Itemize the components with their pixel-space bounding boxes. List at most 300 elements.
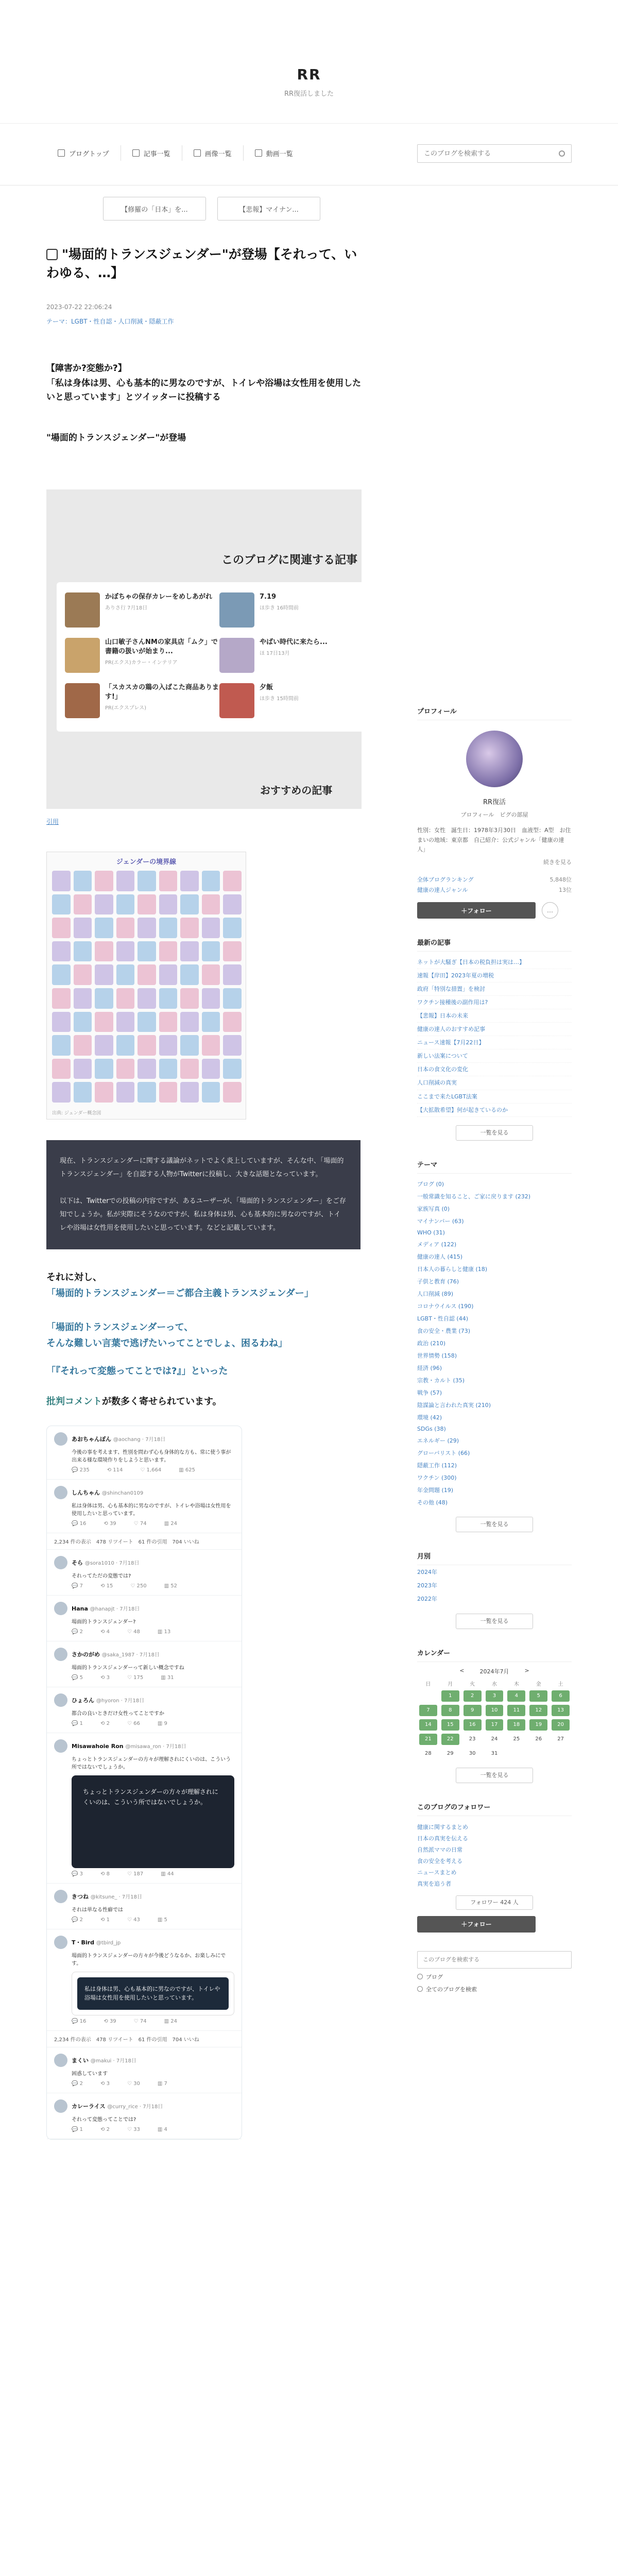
lead-line: それに対し、 (46, 1272, 102, 1283)
archive-section (417, 1551, 572, 1629)
sidebar (417, 706, 572, 1993)
avatar[interactable] (54, 1739, 67, 1753)
infographic-figure (138, 894, 156, 915)
calendar-day[interactable]: 13 (552, 1705, 570, 1716)
nav-images[interactable] (182, 145, 244, 161)
views-icon[interactable]: ▥ 31 (161, 1674, 174, 1681)
theme-link[interactable]: 隠蔽工作 (112) (417, 1462, 457, 1469)
radio-icon (417, 1986, 423, 1992)
recent-article-link[interactable]: 【大拡散希望】何が起きているのか (417, 1104, 572, 1117)
tweet-author[interactable]: Hana @hanapjt · 7月18日 (72, 1605, 140, 1613)
weekday-label: 水 (491, 1681, 497, 1687)
reply-icon[interactable]: 💬 16 (72, 1520, 87, 1527)
follower-link[interactable]: 自然派ママの日常 (417, 1846, 462, 1853)
calendar-day[interactable]: 1 (441, 1690, 459, 1702)
infographic-figure (180, 1012, 199, 1032)
tweet-author[interactable]: あおちゃんぽん @aochang · 7月18日 (72, 1435, 166, 1443)
calendar-day[interactable]: 6 (552, 1690, 570, 1702)
tweet-handle: @kitsune_ · 7月18日 (90, 1894, 142, 1900)
theme-link[interactable]: 政治 (210) (417, 1340, 446, 1347)
article-body (46, 362, 362, 405)
follower-link[interactable]: 食の安全を考える (417, 1857, 462, 1865)
tweet-actions (54, 1675, 234, 1681)
chevron-left-icon[interactable]: < (459, 1667, 465, 1674)
calendar-day: 30 (469, 1750, 476, 1756)
theme-link[interactable]: SDGs (38) (417, 1425, 446, 1432)
theme-link[interactable]: 食の安全・農業 (73) (417, 1327, 471, 1334)
archive-item[interactable]: 2023年 (417, 1582, 437, 1589)
avatar[interactable] (54, 2099, 67, 2113)
infographic-figure (180, 918, 199, 938)
tweet-handle: @makui · 7月18日 (90, 2058, 136, 2064)
reply-icon[interactable]: 💬 2 (72, 1629, 83, 1635)
infographic-figure (116, 1082, 135, 1103)
archive-item[interactable]: 2022年 (417, 1595, 437, 1602)
theme-link[interactable]: 子供と教育 (76) (417, 1278, 459, 1285)
calendar-day[interactable]: 8 (441, 1705, 459, 1716)
infographic-figure (202, 1035, 220, 1056)
avatar[interactable] (54, 1602, 67, 1615)
infographic-figure (138, 988, 156, 1009)
views-icon[interactable]: ▥ 625 (179, 1467, 195, 1473)
reply-icon[interactable]: 💬 7 (72, 1583, 83, 1589)
calendar-day: 29 (447, 1750, 454, 1756)
rank-link[interactable]: 健康の達人ジャンル (417, 887, 468, 894)
infographic-figure (159, 941, 178, 962)
calendar-nav (417, 1667, 572, 1675)
views-icon[interactable]: ▥ 44 (161, 1871, 174, 1877)
views-icon[interactable]: ▥ 24 (164, 2018, 177, 2024)
archive-heading: 月別 (417, 1551, 572, 1565)
infographic-figure (223, 1012, 242, 1032)
theme-link[interactable]: その他 (48) (417, 1499, 448, 1506)
related-item-title: 夕飯 (260, 684, 273, 692)
recent-article-link[interactable]: ニュース速報【7月22日】 (417, 1036, 572, 1049)
infographic-figure (223, 871, 242, 891)
recent-list (417, 956, 572, 1117)
tweet-author[interactable]: Misawahoie Ron @misawa_ron · 7月18日 (72, 1743, 186, 1750)
related-item[interactable] (219, 683, 358, 718)
calendar-day[interactable]: 7 (419, 1705, 437, 1716)
calendar-day: 23 (469, 1736, 476, 1742)
tweet-handle: @curry_rice · 7月18日 (107, 2104, 163, 2110)
blog-title[interactable]: RR (297, 66, 321, 83)
retweet-icon[interactable]: ⟲ 3 (100, 2080, 110, 2087)
followers-section (417, 1802, 572, 1933)
infographic-figure (159, 964, 178, 985)
like-icon[interactable]: ♡ 48 (127, 1629, 140, 1635)
related-item-title: かぼちゃの保存カレーをめしあがれ (105, 593, 213, 601)
nav-items (46, 145, 304, 161)
tweet[interactable] (47, 1550, 242, 1596)
theme-link[interactable]: 環境 (42) (417, 1414, 442, 1421)
calendar-day[interactable]: 19 (529, 1719, 547, 1731)
avatar[interactable] (54, 1432, 67, 1446)
infographic-figure (159, 988, 178, 1009)
prev-article-button[interactable]: 【修羅の「日本」を... (103, 197, 206, 221)
calendar-day[interactable]: 9 (464, 1705, 482, 1716)
retweet-icon[interactable]: ⟲ 39 (104, 2018, 116, 2024)
weekday-label: 月 (448, 1681, 453, 1687)
infographic-figure (223, 988, 242, 1009)
recent-article-link[interactable]: ワクチン接種後の副作用は? (417, 996, 572, 1009)
retweet-icon[interactable]: ⟲ 1 (100, 1917, 110, 1923)
calendar-day[interactable]: 4 (507, 1690, 525, 1702)
related-item[interactable] (65, 592, 219, 628)
avatar[interactable] (54, 1486, 67, 1499)
infographic-figure (223, 964, 242, 985)
article-category[interactable]: テーマ：LGBT・性自認・人口削減・隠蔽工作 (46, 317, 174, 325)
infographic-figure (52, 1012, 71, 1032)
themes-list (417, 1178, 572, 1509)
tweet[interactable] (47, 1733, 242, 1884)
tweet-author[interactable]: まくい @makui · 7月18日 (72, 2057, 136, 2064)
reply-icon[interactable]: 💬 5 (72, 1674, 83, 1681)
tweet[interactable] (47, 2093, 242, 2139)
nav-label: 画像一覧 (204, 150, 232, 158)
tweet-text: 場面的トランスジェンダーって新しい概念ですね (72, 1665, 184, 1671)
infographic-figure (138, 871, 156, 891)
nav-videos[interactable] (244, 145, 304, 161)
retweet-icon[interactable]: ⟲ 114 (107, 1467, 123, 1473)
infographic-figure (95, 1035, 113, 1056)
like-icon[interactable]: ♡ 1,664 (140, 1467, 162, 1473)
profile-links[interactable]: プロフィール ピグの部屋 (460, 811, 528, 818)
quoted-tweet[interactable] (72, 1972, 234, 2015)
infographic-figure (95, 871, 113, 891)
retweet-icon[interactable]: ⟲ 2 (100, 1720, 110, 1726)
related-card (57, 582, 362, 732)
avatar[interactable] (54, 1890, 67, 1903)
weekday-label: 火 (470, 1681, 475, 1687)
follower-link[interactable]: ニュースまとめ (417, 1869, 457, 1876)
chevron-right-icon[interactable]: > (524, 1667, 529, 1674)
tweet-actions (54, 1583, 234, 1589)
theme-link[interactable]: マイナンバー (63) (417, 1217, 464, 1225)
reply-icon[interactable]: 💬 1 (72, 1720, 83, 1726)
infographic-figure (74, 1082, 92, 1103)
like-icon[interactable]: ♡ 43 (127, 1917, 140, 1923)
theme-link[interactable]: エネルギー (29) (417, 1437, 459, 1444)
tweet[interactable] (47, 1929, 242, 2031)
infographic-figure (74, 964, 92, 985)
theme-link[interactable]: ワクチン (300) (417, 1474, 457, 1481)
infographic-figure (138, 1035, 156, 1056)
theme-link[interactable]: 宗教・カルト (35) (417, 1377, 465, 1384)
tweet-author[interactable]: カレーライス @curry_rice · 7月18日 (72, 2103, 163, 2110)
infographic-figure (52, 1035, 71, 1056)
reply-icon[interactable]: 💬 16 (72, 2018, 87, 2024)
related-item-meta: ほ歩き 16時間前 (260, 605, 299, 612)
infographic-figure (180, 1059, 199, 1079)
infographic-figure (95, 918, 113, 938)
infographic-figure (74, 871, 92, 891)
views-icon[interactable]: ▥ 9 (157, 1720, 167, 1726)
calendar-day[interactable]: 12 (529, 1705, 547, 1716)
recent-article-link[interactable]: 【悲報】日本の未来 (417, 1009, 572, 1023)
follower-count[interactable]: フォロワー 424 人 (456, 1895, 533, 1910)
more-icon[interactable]: … (542, 902, 558, 919)
like-icon[interactable]: ♡ 74 (133, 1520, 147, 1527)
infographic-figure (95, 941, 113, 962)
weekday-label: 土 (558, 1681, 563, 1687)
like-icon[interactable]: ♡ 74 (133, 2018, 147, 2024)
follower-link[interactable]: 健康に関するまとめ (417, 1823, 468, 1831)
like-icon[interactable]: ♡ 187 (127, 1871, 144, 1877)
themes-more-button[interactable]: 一覧を見る (456, 1517, 533, 1532)
rank-row (417, 875, 572, 884)
avatar[interactable] (54, 2054, 67, 2067)
calendar-day (417, 1690, 439, 1702)
avatar[interactable] (466, 731, 523, 787)
like-icon[interactable]: ♡ 66 (127, 1720, 140, 1726)
infographic-figure (138, 964, 156, 985)
avatar[interactable] (54, 1936, 67, 1949)
related-item-title: 山口敏子さんNMの家具店「ムク」で書籍の扱いが始まり... (105, 638, 218, 656)
profile-name[interactable]: RR復活 (483, 799, 506, 806)
calendar-month: 2024年7月 (479, 1668, 509, 1675)
tweet-author[interactable]: そら @sora1010 · 7月18日 (72, 1559, 140, 1566)
retweet-icon[interactable]: ⟲ 15 (100, 1583, 113, 1589)
lead-highlight: 批判コメント (46, 1396, 102, 1408)
reply-icon[interactable]: 💬 235 (72, 1467, 90, 1473)
retweet-icon[interactable]: ⟲ 4 (100, 1629, 110, 1635)
search-option-blog[interactable] (417, 1973, 572, 1981)
recent-article-link[interactable]: ここまで来たLGBT法案 (417, 1090, 572, 1104)
gender-infographic (46, 852, 246, 1120)
infographic-figure (74, 918, 92, 938)
tweet[interactable] (47, 1687, 242, 1733)
follow-button[interactable]: ＋フォロー (417, 902, 536, 919)
infographic-figure (202, 1082, 220, 1103)
related-thumb (219, 638, 254, 673)
tweet-text: 場面的トランスジェンダー? (72, 1619, 136, 1625)
tweet-text: ちょっとトランスジェンダーの方々が理解されにくいのは、こういう所ではないでしょうか。 (72, 1756, 231, 1770)
calendar-day: 27 (557, 1736, 564, 1742)
reply-icon[interactable]: 💬 3 (72, 1871, 83, 1877)
recent-article-link[interactable]: 政府「特別な措置」を検討 (417, 982, 572, 996)
radio-icon (417, 1974, 423, 1979)
views-icon[interactable]: ▥ 52 (164, 1583, 177, 1589)
blog-header (0, 0, 618, 124)
infographic-figure (202, 964, 220, 985)
sidebar-search-input[interactable] (423, 1956, 557, 1963)
infographic-figure (52, 894, 71, 915)
related-item[interactable] (65, 683, 219, 718)
related-item-title: 7.19 (260, 593, 277, 601)
recent-article-link[interactable]: 速報【岸田】2023年夏の増税 (417, 969, 572, 982)
main-column (46, 185, 362, 2140)
search-input[interactable] (424, 150, 547, 158)
theme-link[interactable]: グローバリスト (66) (417, 1449, 470, 1456)
avatar[interactable] (54, 1693, 67, 1707)
article-title-text: "場面的トランスジェンダー"が登場【それって、いわゆる、…】 (46, 247, 357, 281)
tweet-handle: @sora1010 · 7月18日 (84, 1560, 140, 1566)
tweet-text: 場面的トランスジェンダーの方々が今後どうなるか、お楽しみにです。 (72, 1953, 226, 1967)
archive-item[interactable]: 2024年 (417, 1568, 437, 1575)
recent-article-link[interactable]: 新しい法案について (417, 1049, 572, 1063)
related-title: このブログに関連する記事 (221, 554, 358, 567)
calendar-day[interactable]: 21 (419, 1734, 437, 1745)
calendar-day[interactable]: 22 (441, 1734, 459, 1745)
views-icon[interactable]: ▥ 24 (164, 1520, 177, 1527)
views-icon[interactable]: ▥ 7 (157, 2080, 167, 2087)
tweet[interactable] (47, 2047, 242, 2093)
infographic-figure (138, 918, 156, 938)
calendar-day[interactable]: 15 (441, 1719, 459, 1731)
followers-list (417, 1821, 572, 1889)
article-header (46, 245, 362, 326)
calendar-more-button[interactable]: 一覧を見る (456, 1768, 533, 1783)
theme-link[interactable]: 陰謀論と言われた真実 (210) (417, 1401, 491, 1409)
search-option-all[interactable] (417, 1985, 572, 1993)
recent-article-link[interactable]: 日本の食文化の変化 (417, 1063, 572, 1076)
infographic-figure (52, 1082, 71, 1103)
archive-more-button[interactable]: 一覧を見る (456, 1614, 533, 1629)
nav-label: 動画一覧 (266, 150, 293, 158)
tweet-handle: @aochang · 7月18日 (113, 1436, 166, 1443)
calendar-day[interactable]: 17 (486, 1719, 504, 1731)
theme-link[interactable]: 経済 (96) (417, 1364, 442, 1371)
themes-heading: テーマ (417, 1159, 572, 1174)
rank-link[interactable]: 全体ブログランキング (417, 876, 474, 884)
theme-link[interactable]: WHO (31) (417, 1229, 445, 1236)
calendar-day[interactable]: 10 (486, 1705, 504, 1716)
theme-link[interactable]: コロナウイルス (190) (417, 1302, 474, 1310)
theme-link[interactable]: 年金問題 (19) (417, 1486, 454, 1494)
calendar-day[interactable]: 18 (507, 1719, 525, 1731)
theme-link[interactable]: 一般常識を知ること、ご家に戻ります (232) (417, 1193, 531, 1200)
tweet[interactable] (47, 1596, 242, 1641)
related-item[interactable] (219, 592, 358, 628)
infographic-figure (159, 1082, 178, 1103)
calendar-day[interactable]: 5 (529, 1690, 547, 1702)
theme-link[interactable]: 健康の達人 (415) (417, 1253, 463, 1260)
infographic-figure (116, 1012, 135, 1032)
infographic-figure (180, 964, 199, 985)
retweet-icon[interactable]: ⟲ 8 (100, 1871, 110, 1877)
theme-link[interactable]: 世界情勢 (158) (417, 1352, 457, 1359)
reply-icon[interactable]: 💬 1 (72, 2126, 83, 2132)
infographic-figure (180, 988, 199, 1009)
infographic-figure (159, 871, 178, 891)
related-thumb (65, 592, 100, 628)
tweet-stats: 2,234 件の表示 478 リツイート 61 件の引用 704 いいね (47, 1533, 242, 1550)
infographic-figure (159, 1059, 178, 1079)
source-link[interactable]: 引用 (46, 818, 59, 826)
infographic-figure (52, 988, 71, 1009)
tweet[interactable] (47, 1641, 242, 1687)
follower-link[interactable]: 日本の真実を伝える (417, 1835, 468, 1842)
infographic-footer: 出典: ジェンダー概念図 (52, 1111, 101, 1116)
next-article-button[interactable]: 【悲報】マイナン... (217, 197, 320, 221)
avatar[interactable] (54, 1556, 67, 1569)
related-item[interactable] (65, 638, 219, 673)
like-icon[interactable]: ♡ 250 (130, 1583, 147, 1589)
tweet-author[interactable]: T・Bird @tbird_jp (72, 1939, 121, 1946)
infographic-figure (180, 1035, 199, 1056)
nav-articles[interactable] (121, 145, 182, 161)
lead-line: 「場面的トランスジェンダー＝ご都合主義トランスジェンダー」 (46, 1287, 314, 1299)
calendar-day[interactable]: 16 (464, 1719, 482, 1731)
views-icon[interactable]: ▥ 5 (157, 1917, 167, 1923)
tweet-author[interactable]: ひょろん @hyoron · 7月18日 (72, 1697, 145, 1704)
tweet-author[interactable]: きつね @kitsune_ · 7月18日 (72, 1893, 142, 1900)
views-icon[interactable]: ▥ 4 (157, 2126, 167, 2132)
recent-article-link[interactable]: ネットが大騒ぎ【日本の税負担は実は…】 (417, 956, 572, 969)
infographic-figure (74, 894, 92, 915)
theme-link[interactable]: 家族写真 (0) (417, 1205, 450, 1212)
theme-link[interactable]: 戦争 (57) (417, 1389, 442, 1396)
recent-article-link[interactable]: 人口削減の真実 (417, 1076, 572, 1090)
avatar[interactable] (54, 1648, 67, 1661)
theme-link[interactable]: 人口削減 (89) (417, 1290, 454, 1297)
reply-icon[interactable]: 💬 2 (72, 2080, 83, 2087)
nav-blog-top[interactable] (46, 145, 121, 161)
tweet-author[interactable]: さかのがめ @saka_1987 · 7月18日 (72, 1651, 160, 1658)
related-item-meta: PR(エクスプレス) (105, 705, 146, 711)
quote-box (46, 1140, 360, 1249)
tweet-actions (54, 2127, 234, 2132)
retweet-icon[interactable]: ⟲ 3 (100, 1674, 110, 1681)
retweet-icon[interactable]: ⟲ 39 (104, 1520, 116, 1527)
related-item-meta: PR(エクス)カラー・インテリア (105, 660, 178, 666)
blog-subtitle: RR復活しました (284, 90, 334, 98)
tweet-author[interactable]: しんちゃん @shinchan0109 (72, 1489, 144, 1496)
like-icon[interactable]: ♡ 175 (127, 1674, 144, 1681)
recent-more-button[interactable]: 一覧を見る (456, 1125, 533, 1141)
recommended-heading: おすすめの記事 (260, 784, 333, 797)
follower-link[interactable]: 真実を追う者 (417, 1880, 451, 1887)
search-icon[interactable] (559, 150, 565, 157)
calendar-day[interactable]: 14 (419, 1719, 437, 1731)
like-icon[interactable]: ♡ 33 (127, 2126, 140, 2132)
infographic-figure (116, 894, 135, 915)
related-thumb (65, 683, 100, 718)
video-icon (255, 149, 262, 157)
body-line: 【障害か?変態か?】 (46, 363, 127, 374)
calendar-day[interactable]: 11 (507, 1705, 525, 1716)
theme-link[interactable]: ブログ (0) (417, 1180, 444, 1188)
related-item[interactable] (219, 638, 358, 673)
tweet[interactable] (47, 1426, 242, 1480)
follow-button-bottom[interactable]: ＋フォロー (417, 1916, 536, 1933)
infographic-figure (52, 1059, 71, 1079)
tweet[interactable] (47, 1480, 242, 1533)
calendar-day[interactable]: 20 (552, 1719, 570, 1731)
theme-link[interactable]: LGBT・性自認 (44) (417, 1315, 468, 1322)
reply-icon[interactable]: 💬 2 (72, 1917, 83, 1923)
profile-more-link[interactable]: 続きを見る (543, 859, 572, 866)
calendar-day[interactable]: 2 (464, 1690, 482, 1702)
theme-link[interactable]: メディア (122) (417, 1241, 457, 1248)
calendar-heading: カレンダー (417, 1648, 572, 1662)
theme-link[interactable]: 日本人の暮らしと健康 (18) (417, 1265, 488, 1273)
tweet-media[interactable]: ちょっとトランスジェンダーの方々が理解されにくいのは、こういう所ではないでしょうか。 (72, 1775, 234, 1868)
tweet[interactable] (47, 1884, 242, 1929)
infographic-figure (223, 1035, 242, 1056)
retweet-icon[interactable]: ⟲ 2 (100, 2126, 110, 2132)
calendar-day[interactable]: 3 (486, 1690, 504, 1702)
infographic-figure (202, 871, 220, 891)
lead-line: そんな難しい言葉で逃げたいってことでしょ、困るわね」 (46, 1337, 287, 1349)
views-icon[interactable]: ▥ 13 (157, 1629, 171, 1635)
rank-value: 5,848位 (550, 876, 572, 884)
list-icon (132, 149, 140, 157)
recent-article-link[interactable]: 健康の達人のおすすめ記事 (417, 1023, 572, 1036)
infographic-figure (159, 1012, 178, 1032)
like-icon[interactable]: ♡ 30 (127, 2080, 140, 2087)
